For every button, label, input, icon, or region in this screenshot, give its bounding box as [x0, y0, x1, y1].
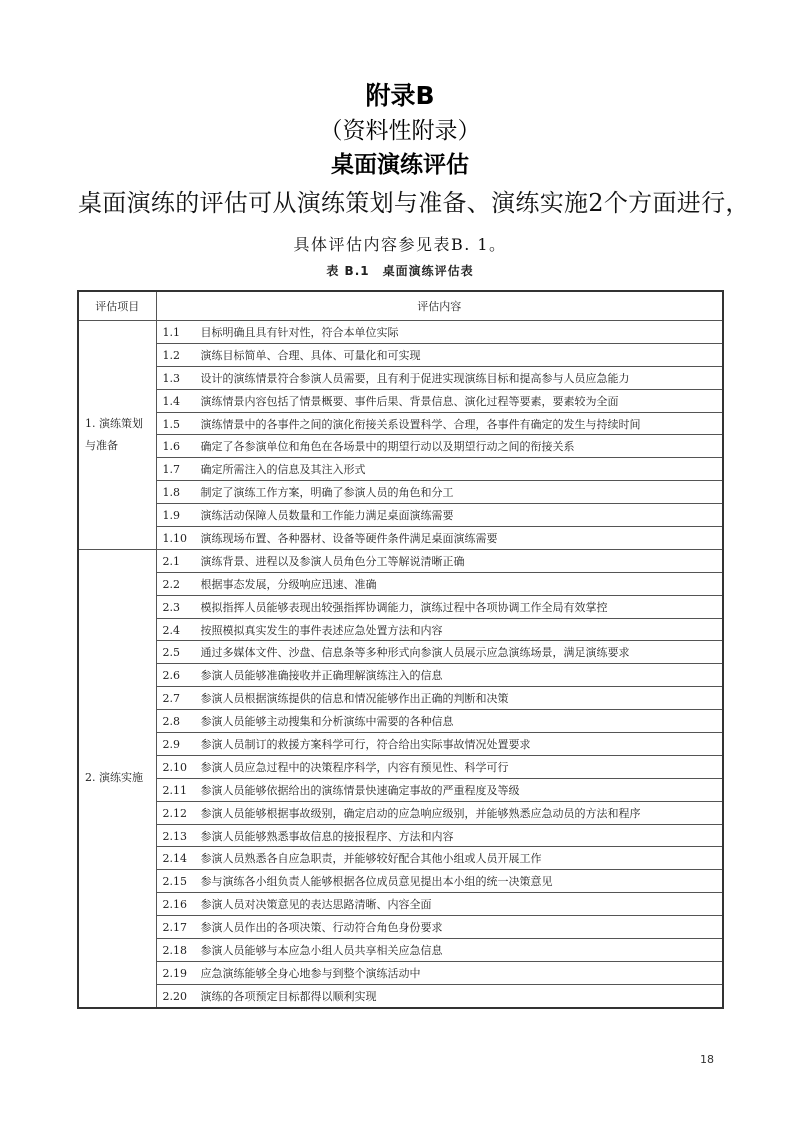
item-text: 通过多媒体文件、沙盘、信息条等多种形式向参演人员展示应急演练场景，满足演练要求 — [200, 646, 630, 660]
intro-line-1: 桌面演练的评估可从演练策划与准备、演练实施2个方面进行， — [78, 189, 750, 217]
content-cell — [156, 618, 723, 641]
item-text: 制定了演练工作方案，明确了参演人员的角色和分工 — [200, 486, 454, 500]
content-cell — [156, 504, 723, 527]
content-cell — [156, 801, 723, 824]
content-cell — [156, 939, 723, 962]
content-cell — [156, 687, 723, 710]
table-row — [78, 321, 723, 344]
table-body — [78, 321, 723, 1008]
content-cell — [156, 916, 723, 939]
table-row — [78, 412, 723, 435]
item-number: 2.11 — [162, 783, 187, 797]
content-cell — [156, 458, 723, 481]
table-row — [78, 733, 723, 756]
item-text: 参演人员熟悉各自应急职责，并能够较好配合其他小组或人员开展工作 — [200, 852, 542, 866]
item-number: 1.2 — [162, 348, 180, 362]
table-row — [78, 961, 723, 984]
item-number: 1.6 — [162, 440, 180, 454]
header-category: 评估项目 — [78, 291, 156, 321]
item-text: 演练的各项预定目标都得以顺利实现 — [200, 989, 377, 1003]
item-number: 2.5 — [162, 646, 180, 660]
content-cell — [156, 733, 723, 756]
item-number: 1.10 — [162, 531, 187, 545]
table-row — [78, 458, 723, 481]
document-title: 桌面演练评估 — [331, 152, 469, 178]
content-cell — [156, 755, 723, 778]
item-text: 演练现场布置、各种器材、设备等硬件条件满足桌面演练需要 — [200, 531, 498, 545]
content-cell — [156, 435, 723, 458]
item-number: 2.13 — [162, 829, 187, 843]
item-number: 1.3 — [162, 371, 180, 385]
item-number: 1.7 — [162, 463, 180, 477]
table-row — [78, 366, 723, 389]
item-text: 参演人员根据演练提供的信息和情况能够作出正确的判断和决策 — [200, 692, 509, 706]
content-cell — [156, 366, 723, 389]
table-row — [78, 778, 723, 801]
content-cell — [156, 664, 723, 687]
item-number: 1.4 — [162, 394, 180, 408]
content-cell — [156, 572, 723, 595]
item-number: 2.1 — [162, 554, 180, 568]
header-content: 评估内容 — [156, 291, 723, 321]
item-text: 参演人员能够熟悉事故信息的接报程序、方法和内容 — [200, 829, 454, 843]
appendix-note: （资料性附录） — [319, 118, 481, 144]
table-row — [78, 801, 723, 824]
page-number: 18 — [700, 1053, 714, 1066]
item-number: 2.18 — [162, 943, 187, 957]
item-number: 2.10 — [162, 760, 187, 774]
content-cell — [156, 412, 723, 435]
table-row — [78, 755, 723, 778]
table-row — [78, 916, 723, 939]
item-number: 2.8 — [162, 715, 180, 729]
item-number: 2.16 — [162, 898, 187, 912]
item-text: 参演人员制订的救援方案科学可行，符合给出实际事故情况处置要求 — [200, 737, 531, 751]
item-text: 参演人员能够主动搜集和分析演练中需要的各种信息 — [200, 715, 454, 729]
item-text: 按照模拟真实发生的事件表述应急处置方法和内容 — [200, 623, 443, 637]
table-header-row — [78, 291, 723, 321]
table-row — [78, 870, 723, 893]
content-cell — [156, 389, 723, 412]
table-row — [78, 641, 723, 664]
table-row — [78, 984, 723, 1007]
category-cell: 2. 演练实施 — [78, 549, 156, 1007]
item-number: 1.5 — [162, 417, 180, 431]
content-cell — [156, 481, 723, 504]
item-text: 模拟指挥人员能够表现出较强指挥协调能力，演练过程中各项协调工作全局有效掌控 — [200, 600, 608, 614]
item-text: 参演人员能够准确接收并正确理解演练注入的信息 — [200, 669, 443, 683]
item-number: 2.12 — [162, 806, 187, 820]
table-row — [78, 824, 723, 847]
table-row — [78, 343, 723, 366]
table-row — [78, 527, 723, 550]
item-text: 演练目标简单、合理、具体、可量化和可实现 — [200, 348, 421, 362]
item-number: 2.17 — [162, 921, 187, 935]
content-cell — [156, 893, 723, 916]
item-text: 参演人员能够依据给出的演练情景快速确定事故的严重程度及等级 — [200, 783, 520, 797]
table-row — [78, 595, 723, 618]
content-cell — [156, 847, 723, 870]
table-row — [78, 893, 723, 916]
item-number: 2.15 — [162, 875, 187, 889]
table-row — [78, 939, 723, 962]
item-text: 根据事态发展，分级响应迅速、准确 — [200, 577, 377, 591]
table-row — [78, 710, 723, 733]
item-number: 2.19 — [162, 966, 187, 980]
content-cell — [156, 549, 723, 572]
table-row — [78, 847, 723, 870]
item-text: 确定所需注入的信息及其注入形式 — [200, 463, 366, 477]
content-cell — [156, 641, 723, 664]
category-cell: 1. 演练策划与准备 — [78, 321, 156, 550]
table-row — [78, 549, 723, 572]
content-cell — [156, 321, 723, 344]
item-text: 确定了各参演单位和角色在各场景中的期望行动以及期望行动之间的衔接关系 — [200, 440, 575, 454]
item-text: 参演人员作出的各项决策、行动符合角色身份要求 — [200, 921, 443, 935]
table-row — [78, 618, 723, 641]
item-number: 1.9 — [162, 509, 180, 523]
item-text: 演练情景中的各事件之间的演化衔接关系设置科学、合理，各事件有确定的发生与持续时间 — [200, 417, 641, 431]
item-number: 2.14 — [162, 852, 187, 866]
item-text: 参演人员能够根据事故级别，确定启动的应急响应级别，并能够熟悉应急动员的方法和程序 — [200, 806, 641, 820]
table-row — [78, 435, 723, 458]
item-text: 参演人员对决策意见的表达思路清晰、内容全面 — [200, 898, 432, 912]
item-number: 1.1 — [162, 325, 180, 339]
item-text: 设计的演练情景符合参演人员需要，且有利于促进实现演练目标和提高参与人员应急能力 — [200, 371, 630, 385]
item-text: 演练情景内容包括了情景概要、事件后果、背景信息、演化过程等要素，要素较为全面 — [200, 394, 619, 408]
item-text: 演练活动保障人员数量和工作能力满足桌面演练需要 — [200, 509, 454, 523]
table-caption: 表 B.1 桌面演练评估表 — [326, 264, 474, 278]
item-text: 演练背景、进程以及参演人员角色分工等解说清晰正确 — [200, 554, 465, 568]
item-number: 2.6 — [162, 669, 180, 683]
appendix-title: 附录B — [365, 81, 435, 110]
content-cell — [156, 824, 723, 847]
item-text: 参演人员能够与本应急小组人员共享相关应急信息 — [200, 943, 443, 957]
item-number: 2.3 — [162, 600, 180, 614]
table-row — [78, 504, 723, 527]
table-row — [78, 572, 723, 595]
item-number: 2.7 — [162, 692, 180, 706]
content-cell — [156, 778, 723, 801]
content-cell — [156, 870, 723, 893]
item-number: 1.8 — [162, 486, 180, 500]
item-number: 2.4 — [162, 623, 180, 637]
table-row — [78, 664, 723, 687]
content-cell — [156, 527, 723, 550]
table-row — [78, 481, 723, 504]
item-number: 2.20 — [162, 989, 187, 1003]
content-cell — [156, 710, 723, 733]
content-cell — [156, 984, 723, 1007]
table-row — [78, 389, 723, 412]
item-text: 应急演练能够全身心地参与到整个演练活动中 — [200, 966, 421, 980]
intro-line-2: 具体评估内容参见表B. 1。 — [293, 235, 507, 254]
table-row — [78, 687, 723, 710]
item-text: 参演人员应急过程中的决策程序科学，内容有预见性、科学可行 — [200, 760, 509, 774]
item-number: 2.9 — [162, 737, 180, 751]
item-text: 参与演练各小组负责人能够根据各位成员意见提出本小组的统一决策意见 — [200, 875, 553, 889]
content-cell — [156, 343, 723, 366]
evaluation-table — [77, 290, 724, 1009]
item-text: 目标明确且具有针对性，符合本单位实际 — [200, 325, 399, 339]
item-number: 2.2 — [162, 577, 180, 591]
content-cell — [156, 595, 723, 618]
content-cell — [156, 961, 723, 984]
